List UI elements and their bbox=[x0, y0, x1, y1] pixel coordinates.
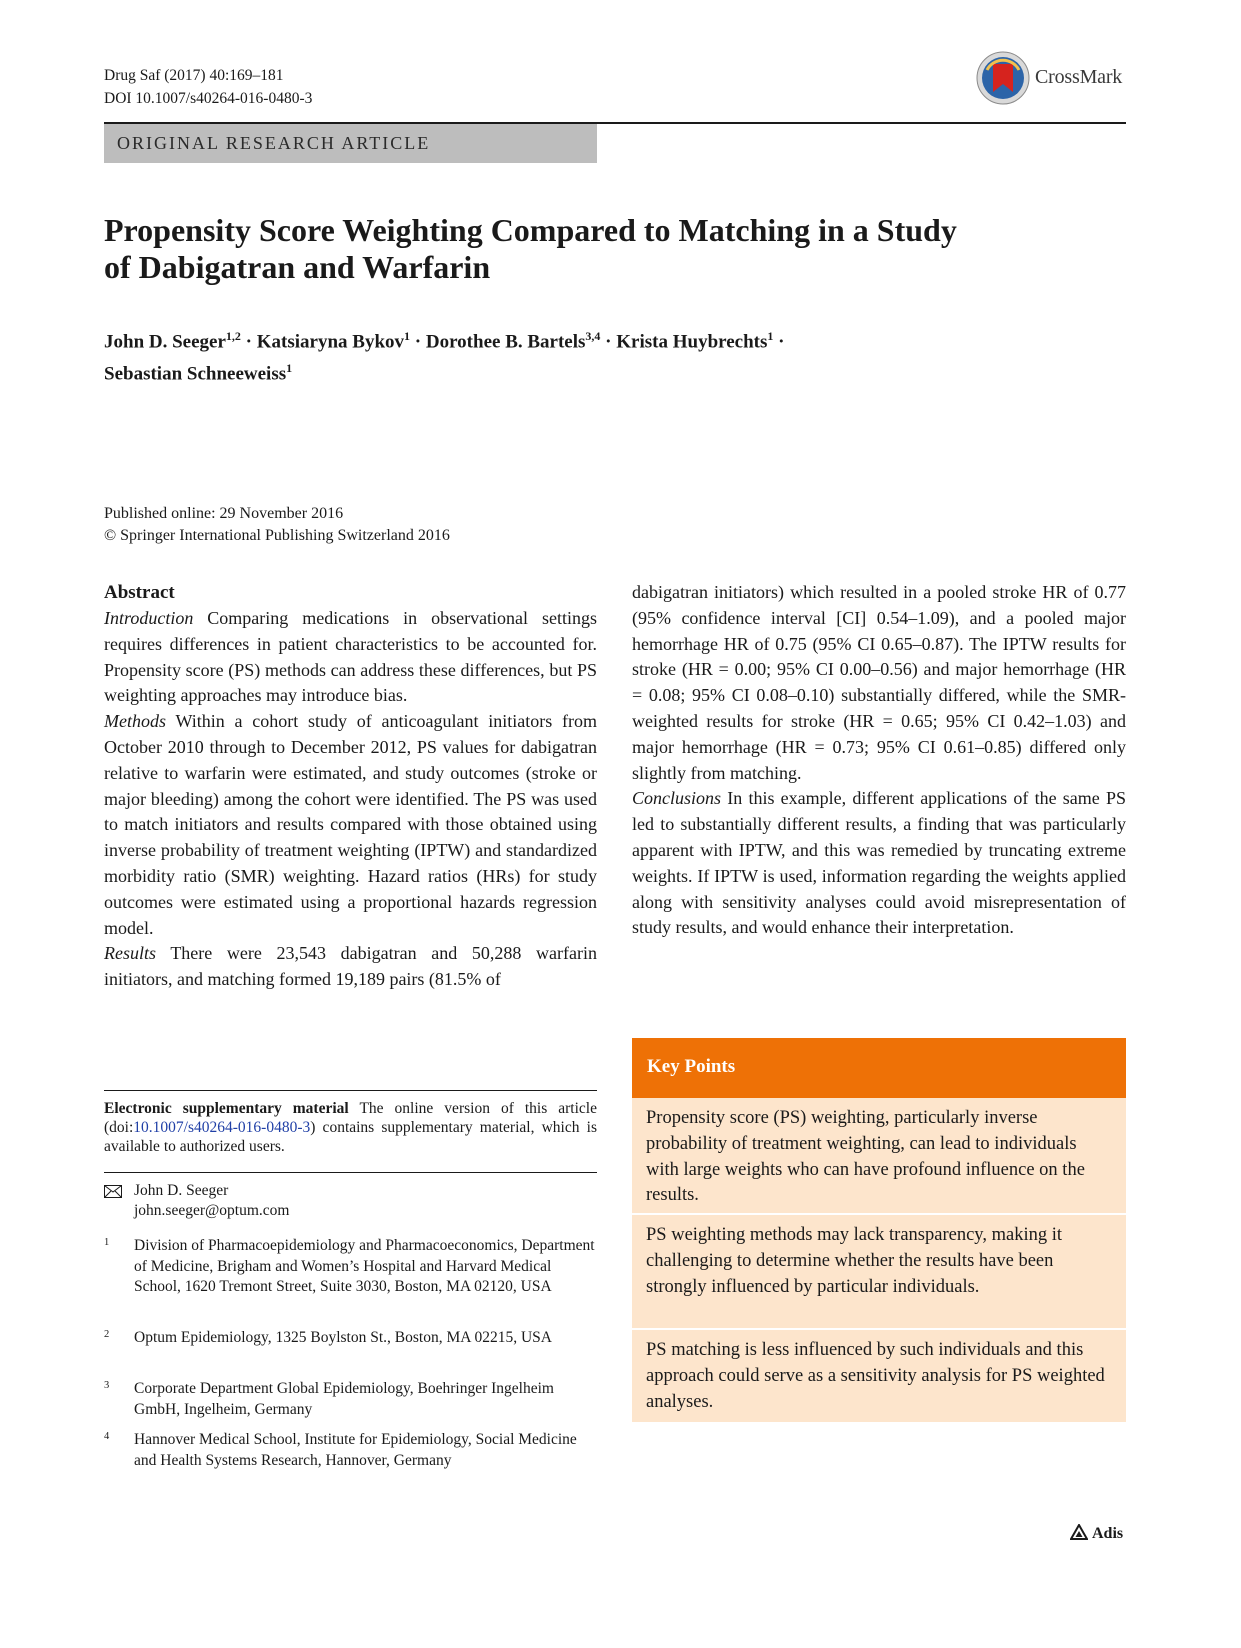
author-affiliation: 3,4 bbox=[585, 329, 601, 343]
doi-link[interactable]: 10.1007/s40264-016-0480-3 bbox=[133, 1119, 311, 1136]
article-title bbox=[104, 212, 1054, 286]
author-affiliation: 1 bbox=[404, 329, 411, 343]
author-list: John D. Seeger$^{1,2}$ · Katsiaryna Bykov$^1$ · Dorothee B. Bartels$^{3,4}$ · Krista Huybrechts$^1$ · Sebastian Schneeweiss$^1$ bbox=[104, 329, 785, 385]
abstract-introduction: Introduction Comparing medications in observational settings requires differences in patient characteristics to be accounted for. Propensity score (PS) methods can address these differences, but PS weighting approaches may introduce bias. bbox=[104, 608, 597, 706]
author-name[interactable]: John D. Seeger bbox=[104, 331, 226, 353]
key-point: Propensity score (PS) weighting, particularly inverse probability of treatment weighting, can lead to individuals with large weights who can have profound influence on the results. bbox=[632, 1098, 1126, 1213]
article-type-banner: ORIGINAL RESEARCH ARTICLE bbox=[104, 124, 597, 163]
abstract-heading: Abstract bbox=[104, 582, 175, 603]
affiliation-text: Division of Pharmacoepidemiology and Pharmacoeconomics, Department of Medicine, Brigham and Women’s Hospital and Harvard Medical School, 1620 Tremont Street, Suite 3030, Boston, MA 02120, USA bbox=[134, 1237, 595, 1295]
affiliation-number: 3 bbox=[104, 1380, 110, 1391]
abstract-results-continued: dabigatran initiators) which resulted in a pooled stroke HR of 0.77 (95% confidence interval [CI] 0.54–1.09), and a pooled major hemorrhage HR of 0.75 (95% CI 0.65–0.87). The IPTW results for stroke (HR = 0.00; 95% CI 0.00–0.56) and major hemorrhage (HR = 0.08; 95% CI 0.08–0.10) substantially differed, while the SMR-weighted results for stroke (HR = 0.65; 95% CI 0.42–1.03) and major hemorrhage (HR = 0.73; 95% CI 0.61–0.85) differed only slightly from matching. bbox=[632, 582, 1126, 783]
publisher-logo bbox=[1070, 1524, 1123, 1543]
key-point: PS weighting methods may lack transparency, making it challenging to determine whether the results have been strongly influenced by particular individuals. bbox=[632, 1215, 1126, 1328]
affiliation-text: Optum Epidemiology, 1325 Boylston St., Boston, MA 02215, USA bbox=[134, 1329, 552, 1346]
abstract-conclusions: Conclusions In this example, different applications of the same PS led to substantially different results, a finding that was particularly apparent with IPTW, and this was remedied by truncating extreme weights. If IPTW is used, information regarding the weights applied along with sensitivity analyses could avoid misrepresentation of study results, and would enhance their interpretation. bbox=[632, 788, 1127, 938]
publication-info bbox=[104, 503, 450, 547]
author-name[interactable]: Katsiaryna Bykov bbox=[256, 331, 405, 353]
title-line-2: of Dabigatran and Warfarin bbox=[104, 249, 491, 285]
affiliation-number: 4 bbox=[104, 1431, 110, 1442]
supplementary-label: Electronic supplementary material bbox=[104, 1100, 349, 1117]
abstract-right-column bbox=[632, 580, 1126, 941]
affiliation-text: Corporate Department Global Epidemiology, Boehringer Ingelheim GmbH, Ingelheim, Germany bbox=[134, 1380, 554, 1418]
methods-label: Methods bbox=[104, 711, 166, 732]
affiliation-number: 1 bbox=[104, 1237, 110, 1248]
conclusions-label: Conclusions bbox=[632, 788, 722, 809]
crossmark-icon bbox=[975, 50, 1031, 106]
abstract-left-column bbox=[104, 580, 597, 993]
adis-triangle-icon bbox=[1070, 1524, 1088, 1540]
affiliation-text: Hannover Medical School, Institute for Epidemiology, Social Medicine and Health Systems Research, Hannover, Germany bbox=[134, 1431, 577, 1469]
published-date: Published online: 29 November 2016 bbox=[104, 505, 344, 522]
affiliation-number: 2 bbox=[104, 1329, 110, 1340]
publisher-name: Adis bbox=[1092, 1525, 1124, 1542]
abstract-results: Results There were 23,543 dabigatran and 50,288 warfarin initiators, and matching formed 19,189 pairs (81.5% of bbox=[104, 943, 597, 990]
abstract-methods: Methods Within a cohort study of anticoagulant initiators from October 2010 through to December 2012, PS values for dabigatran relative to warfarin were estimated, and study outcomes (stroke or major bleeding) among the cohort were identified. The PS was used to match initiators and results compared with those obtained using inverse probability of treatment weighting (IPTW) and standardized morbidity ratio (SMR) weighting. Hazard ratios (HRs) for study outcomes were estimated using a proportional hazards regression model. bbox=[104, 711, 597, 938]
key-points-heading: Key Points bbox=[647, 1056, 736, 1077]
copyright: © Springer International Publishing Switzerland 2016 bbox=[104, 527, 450, 544]
crossmark-badge[interactable] bbox=[975, 50, 1127, 110]
supplementary-note: Electronic supplementary material The online version of this article (doi:10.1007/s40264-016-0480-3) contains supplementary material, which is available to authorized users. bbox=[104, 1100, 597, 1155]
contact-email[interactable]: john.seeger@optum.com bbox=[134, 1202, 290, 1219]
journal-info bbox=[104, 64, 312, 110]
title-line-1: Propensity Score Weighting Compared to Matching in a Study bbox=[104, 212, 957, 248]
author-name[interactable]: Sebastian Schneeweiss bbox=[104, 363, 287, 385]
author-name[interactable]: Krista Huybrechts bbox=[616, 331, 768, 353]
key-point: PS matching is less influenced by such individuals and this approach could serve as a sensitivity analysis for PS weighted analyses. bbox=[632, 1330, 1126, 1422]
contact-name: John D. Seeger bbox=[134, 1182, 229, 1199]
author-affiliation: 1 bbox=[286, 361, 293, 376]
journal-citation: Drug Saf (2017) 40:169–181 bbox=[104, 67, 284, 84]
crossmark-label: CrossMark bbox=[1035, 66, 1123, 88]
author-affiliation: 1,2 bbox=[225, 329, 241, 343]
introduction-label: Introduction bbox=[104, 608, 194, 628]
author-affiliation: 1 bbox=[767, 329, 774, 343]
envelope-icon bbox=[104, 1185, 122, 1198]
results-label: Results bbox=[104, 943, 156, 964]
doi: DOI 10.1007/s40264-016-0480-3 bbox=[104, 90, 313, 107]
supplementary-rule-bottom bbox=[104, 1172, 597, 1173]
supplementary-rule bbox=[104, 1090, 597, 1091]
author-name[interactable]: Dorothee B. Bartels bbox=[425, 331, 586, 353]
key-points-header bbox=[632, 1038, 1126, 1100]
